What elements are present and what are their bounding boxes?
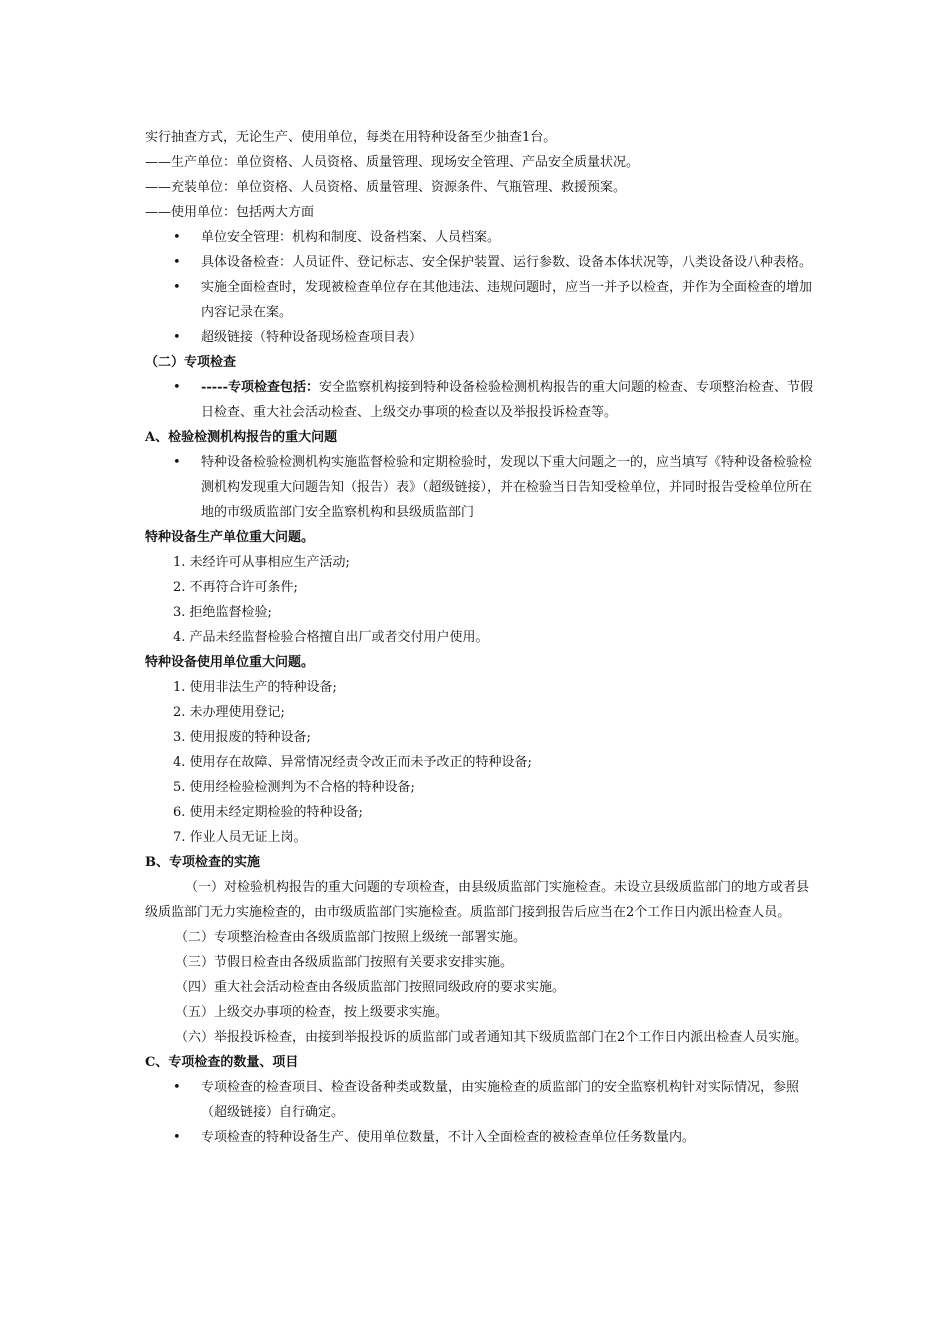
bullet-icon: • (173, 380, 181, 395)
production-unit-line: ——生产单位：单位资格、人员资格、质量管理、现场安全管理、产品安全质量状况。 (145, 155, 640, 170)
producer-issue-item: 4. 产品未经监督检验合格擅自出厂或者交付用户使用。 (173, 630, 489, 645)
section-a-bullet-list (145, 450, 815, 525)
document-body (145, 125, 815, 1150)
producer-issue-item: 2. 不再符合许可条件; (173, 580, 298, 595)
user-issue-item: 6. 使用未经定期检验的特种设备; (173, 805, 363, 820)
intro-line: 实行抽查方式，无论生产、使用单位，每类在用特种设备至少抽查1台。 (145, 130, 557, 145)
hyperlink-text[interactable]: 超级链接（特种设备现场检查项目表） (201, 330, 423, 345)
list-item: • 具体设备检查：人员证件、登记标志、安全保护装置、运行参数、设备本体状况等，八类设备设八种表格。 (145, 250, 815, 275)
bullet-icon: • (173, 1080, 181, 1095)
filling-unit-line: ——充装单位：单位资格、人员资格、质量管理、资源条件、气瓶管理、救援预案。 (145, 180, 627, 195)
producer-issue-item: 3. 拒绝监督检验; (173, 605, 272, 620)
special-lead: -----专项检查包括： (201, 380, 319, 395)
bullet-icon: • (173, 280, 181, 295)
special-bullet-list (145, 375, 815, 425)
section-b-paragraph: （四）重大社会活动检查由各级质监部门按照同级政府的要求实施。 (175, 980, 566, 995)
list-item: • 专项检查的特种设备生产、使用单位数量，不计入全面检查的被检查单位任务数量内。 (145, 1125, 815, 1150)
special-inspection-heading: （二）专项检查 (145, 355, 237, 370)
bullet-icon: • (173, 330, 181, 345)
producer-issue-item: 1. 未经许可从事相应生产活动; (173, 555, 350, 570)
special-text: 安全监察机构接到特种设备检验检测机构报告的重大问题的检查、专项整治检查、节假日检查、重大社会活动检查、上级交办事项的检查以及举报投诉检查等。 (201, 380, 813, 420)
section-c-heading: C、专项检查的数量、项目 (145, 1055, 299, 1070)
section-b-paragraph: （二）专项整治检查由各级质监部门按照上级统一部署实施。 (175, 930, 527, 945)
section-a-heading: A、检验检测机构报告的重大问题 (145, 430, 338, 445)
section-b-paragraph: （一）对检验机构报告的重大问题的专项检查，由县级质监部门实施检查。未设立县级质监部门的地方或者县级质监部门无力实施检查的，由市级质监部门实施检查。质监部门接到报告后应当在2个工作日内派出检查人员。 (145, 880, 810, 920)
user-issue-item: 5. 使用经检验检测判为不合格的特种设备; (173, 780, 415, 795)
list-item: • 特种设备检验检测机构实施监督检验和定期检验时，发现以下重大问题之一的，应当填写《特种设备检验检测机构发现重大问题告知（报告）表》（超级链接），并在检验当日告知受检单位，并同时报告受检单位所在地的市级质监部门安全监察机构和县级质监部门 (145, 450, 815, 525)
user-issue-item: 7. 作业人员无证上岗。 (173, 830, 307, 845)
list-item: • 专项检查的检查项目、检查设备种类或数量，由实施检查的质监部门的安全监察机构针对实际情况，参照（超级链接）自行确定。 (145, 1075, 815, 1125)
section-b-paragraph: （五）上级交办事项的检查，按上级要求实施。 (175, 1005, 449, 1020)
user-issue-item: 2. 未办理使用登记; (173, 705, 285, 720)
list-item (145, 375, 815, 425)
user-issue-item: 3. 使用报废的特种设备; (173, 730, 311, 745)
usage-bullet-list (145, 225, 815, 350)
list-item: • 单位安全管理：机构和制度、设备档案、人员档案。 (145, 225, 815, 250)
list-item (145, 325, 815, 350)
section-b-paragraph: （三）节假日检查由各级质监部门按照有关要求安排实施。 (175, 955, 514, 970)
user-issues-heading: 特种设备使用单位重大问题。 (145, 655, 315, 670)
section-c-bullet-list (145, 1075, 815, 1150)
section-b-paragraph: （六）举报投诉检查，由接到举报投诉的质监部门或者通知其下级质监部门在2个工作日内派出检查人员实施。 (175, 1030, 808, 1045)
bullet-icon: • (173, 255, 181, 270)
usage-unit-line: ——使用单位：包括两大方面 (145, 205, 315, 220)
user-issue-item: 1. 使用非法生产的特种设备; (173, 680, 337, 695)
user-issue-item: 4. 使用存在故障、异常情况经责令改正而未予改正的特种设备; (173, 755, 532, 770)
producer-issues-heading: 特种设备生产单位重大问题。 (145, 530, 315, 545)
bullet-icon: • (173, 230, 181, 245)
list-item: • 实施全面检查时，发现被检查单位存在其他违法、违规问题时，应当一并予以检查，并作为全面检查的增加内容记录在案。 (145, 275, 815, 325)
bullet-icon: • (173, 1130, 181, 1145)
section-b-heading: B、专项检查的实施 (145, 855, 260, 870)
bullet-icon: • (173, 455, 181, 470)
